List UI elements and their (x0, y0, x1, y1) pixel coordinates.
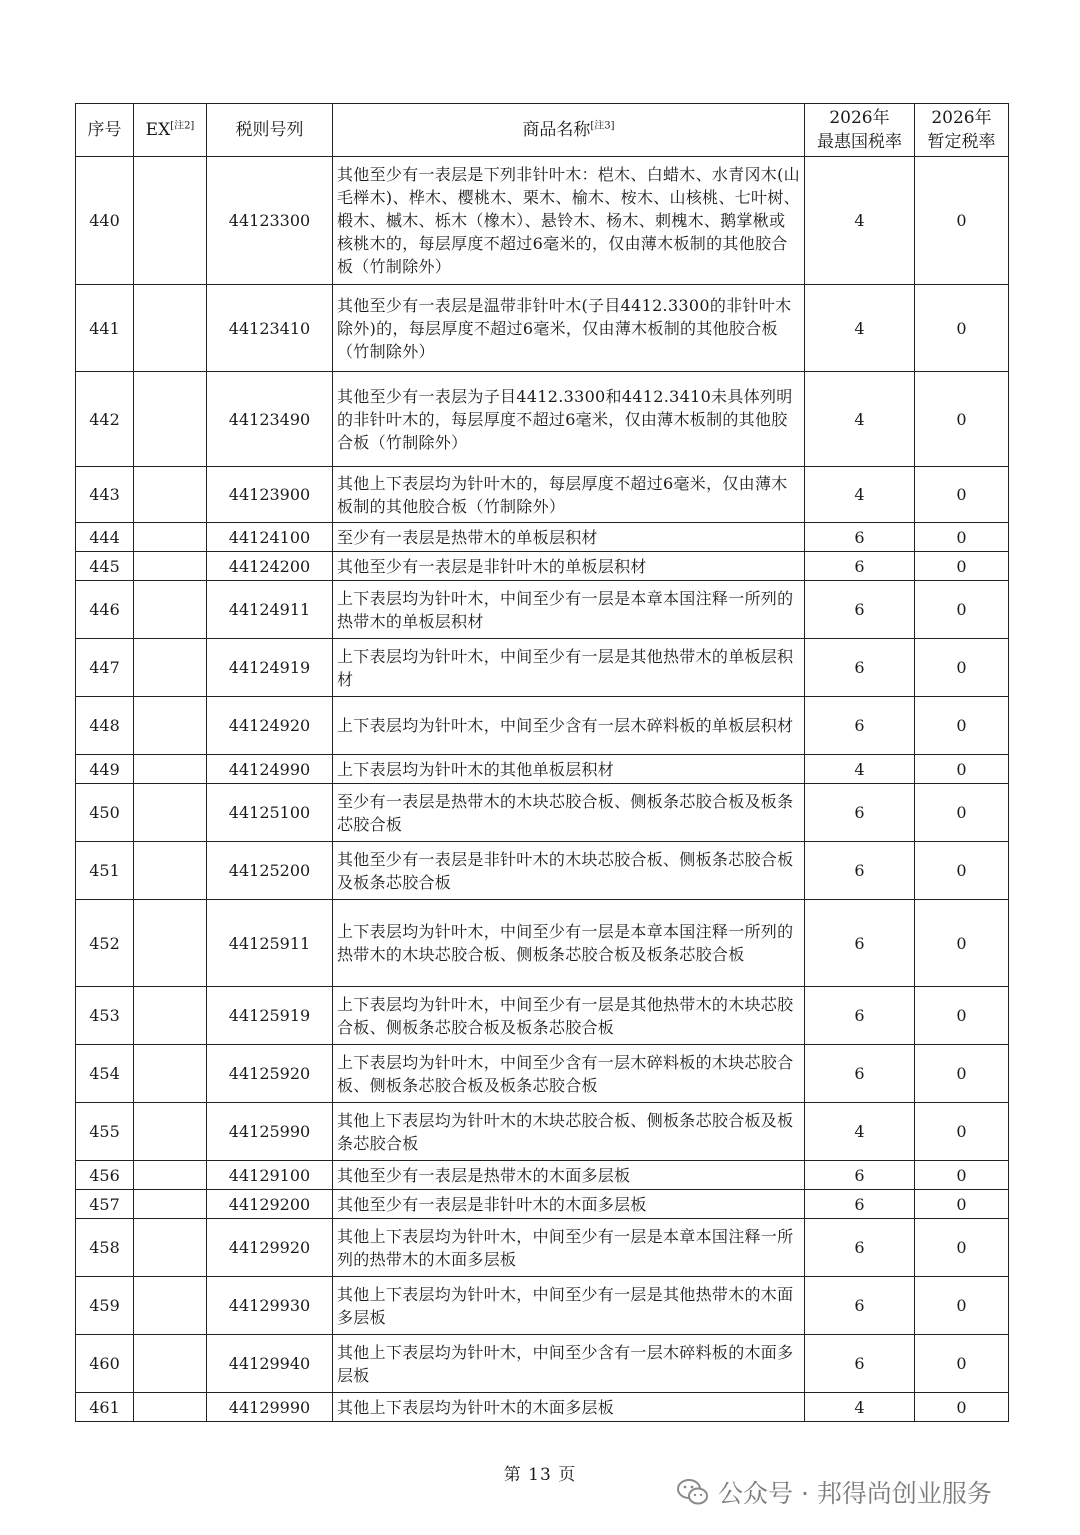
cell-seq: 456 (76, 1161, 134, 1190)
cell-seq: 460 (76, 1335, 134, 1393)
table-row (76, 697, 1009, 755)
cell-mfn-rate: 4 (805, 157, 915, 285)
header-ex-note: [注2] (170, 120, 195, 132)
header-seq: 序号 (76, 104, 134, 157)
cell-provisional-rate: 0 (915, 1190, 1009, 1219)
cell-name: 其他上下表层均为针叶木的木块芯胶合板、侧板条芯胶合板及板条芯胶合板 (333, 1103, 805, 1161)
cell-mfn-rate: 6 (805, 639, 915, 697)
table-row (76, 755, 1009, 784)
header-ex: EX[注2] (134, 104, 207, 157)
table-row (76, 639, 1009, 697)
cell-name: 至少有一表层是热带木的单板层积材 (333, 523, 805, 552)
cell-ex (134, 1161, 207, 1190)
cell-provisional-rate: 0 (915, 1103, 1009, 1161)
cell-mfn-rate: 6 (805, 1335, 915, 1393)
cell-code: 44125920 (207, 1045, 333, 1103)
table-row (76, 987, 1009, 1045)
cell-ex (134, 900, 207, 987)
cell-provisional-rate: 0 (915, 372, 1009, 467)
cell-mfn-rate: 6 (805, 552, 915, 581)
cell-provisional-rate: 0 (915, 900, 1009, 987)
cell-provisional-rate: 0 (915, 1393, 1009, 1422)
cell-code: 44125911 (207, 900, 333, 987)
table-header-row (76, 104, 1009, 157)
cell-code: 44124911 (207, 581, 333, 639)
cell-name: 上下表层均为针叶木，中间至少有一层是本章本国注释一所列的热带木的单板层积材 (333, 581, 805, 639)
cell-provisional-rate: 0 (915, 552, 1009, 581)
cell-mfn-rate: 6 (805, 523, 915, 552)
table-row (76, 900, 1009, 987)
header-mfn-rate: 2026年 最惠国税率 (805, 104, 915, 157)
table-row (76, 784, 1009, 842)
cell-code: 44124100 (207, 523, 333, 552)
table-row (76, 581, 1009, 639)
cell-seq: 454 (76, 1045, 134, 1103)
page-number: 第 13 页 (503, 1465, 577, 1485)
cell-mfn-rate: 4 (805, 755, 915, 784)
cell-name: 至少有一表层是热带木的木块芯胶合板、侧板条芯胶合板及板条芯胶合板 (333, 784, 805, 842)
cell-code: 44129920 (207, 1219, 333, 1277)
cell-ex (134, 157, 207, 285)
cell-seq: 450 (76, 784, 134, 842)
cell-ex (134, 755, 207, 784)
cell-seq: 445 (76, 552, 134, 581)
wechat-icon (676, 1478, 710, 1506)
table-row (76, 552, 1009, 581)
cell-mfn-rate: 6 (805, 581, 915, 639)
header-provisional-rate: 2026年 暂定税率 (915, 104, 1009, 157)
cell-seq: 442 (76, 372, 134, 467)
cell-code: 44123300 (207, 157, 333, 285)
cell-provisional-rate: 0 (915, 523, 1009, 552)
cell-code: 44123490 (207, 372, 333, 467)
cell-name: 其他上下表层均为针叶木的木面多层板 (333, 1393, 805, 1422)
table-row (76, 1045, 1009, 1103)
cell-seq: 459 (76, 1277, 134, 1335)
cell-mfn-rate: 6 (805, 1190, 915, 1219)
cell-ex (134, 697, 207, 755)
cell-ex (134, 581, 207, 639)
cell-name: 其他至少有一表层是非针叶木的木块芯胶合板、侧板条芯胶合板及板条芯胶合板 (333, 842, 805, 900)
cell-mfn-rate: 6 (805, 900, 915, 987)
cell-code: 44125100 (207, 784, 333, 842)
cell-code: 44123900 (207, 467, 333, 523)
cell-seq: 455 (76, 1103, 134, 1161)
cell-name: 上下表层均为针叶木，中间至少含有一层木碎料板的木块芯胶合板、侧板条芯胶合板及板条芯胶合板 (333, 1045, 805, 1103)
table-row (76, 1219, 1009, 1277)
cell-ex (134, 1219, 207, 1277)
cell-provisional-rate: 0 (915, 157, 1009, 285)
cell-name: 其他至少有一表层是非针叶木的单板层积材 (333, 552, 805, 581)
cell-seq: 447 (76, 639, 134, 697)
cell-ex (134, 523, 207, 552)
table-row (76, 1393, 1009, 1422)
cell-name: 其他上下表层均为针叶木，中间至少含有一层木碎料板的木面多层板 (333, 1335, 805, 1393)
cell-name: 其他至少有一表层是热带木的木面多层板 (333, 1161, 805, 1190)
cell-seq: 451 (76, 842, 134, 900)
cell-name: 上下表层均为针叶木的其他单板层积材 (333, 755, 805, 784)
cell-seq: 453 (76, 987, 134, 1045)
cell-name: 上下表层均为针叶木，中间至少有一层是本章本国注释一所列的热带木的木块芯胶合板、侧板条芯胶合板及板条芯胶合板 (333, 900, 805, 987)
cell-provisional-rate: 0 (915, 987, 1009, 1045)
cell-code: 44124919 (207, 639, 333, 697)
table-row (76, 1190, 1009, 1219)
table-row (76, 1277, 1009, 1335)
watermark-text: 公众号 · 邦得尚创业服务 (718, 1479, 992, 1508)
cell-name: 上下表层均为针叶木，中间至少有一层是其他热带木的木块芯胶合板、侧板条芯胶合板及板条芯胶合板 (333, 987, 805, 1045)
cell-mfn-rate: 6 (805, 987, 915, 1045)
header-name-note: [注3] (590, 120, 615, 132)
cell-code: 44129930 (207, 1277, 333, 1335)
cell-seq: 444 (76, 523, 134, 552)
cell-code: 44124200 (207, 552, 333, 581)
cell-code: 44125919 (207, 987, 333, 1045)
table-row (76, 1335, 1009, 1393)
cell-provisional-rate: 0 (915, 639, 1009, 697)
cell-ex (134, 1393, 207, 1422)
watermark (676, 1474, 1056, 1510)
cell-code: 44129200 (207, 1190, 333, 1219)
header-code: 税则号列 (207, 104, 333, 157)
cell-code: 44129100 (207, 1161, 333, 1190)
cell-name: 其他上下表层均为针叶木，中间至少有一层是本章本国注释一所列的热带木的木面多层板 (333, 1219, 805, 1277)
cell-code: 44125200 (207, 842, 333, 900)
cell-seq: 443 (76, 467, 134, 523)
cell-provisional-rate: 0 (915, 1161, 1009, 1190)
cell-mfn-rate: 6 (805, 784, 915, 842)
cell-mfn-rate: 6 (805, 1045, 915, 1103)
cell-provisional-rate: 0 (915, 1277, 1009, 1335)
cell-seq: 446 (76, 581, 134, 639)
cell-seq: 440 (76, 157, 134, 285)
cell-code: 44125990 (207, 1103, 333, 1161)
cell-provisional-rate: 0 (915, 697, 1009, 755)
cell-seq: 458 (76, 1219, 134, 1277)
cell-provisional-rate: 0 (915, 581, 1009, 639)
cell-seq: 461 (76, 1393, 134, 1422)
cell-name: 其他至少有一表层是下列非针叶木：桤木、白蜡木、水青冈木(山毛榉木)、桦木、樱桃木、栗木、榆木、桉木、山核桃、七叶树、椴木、槭木、栎木（橡木）、悬铃木、杨木、刺槐木、鹅掌楸或核桃木的，每层厚度不超过6毫米的，仅由薄木板制的其他胶合板（竹制除外） (333, 157, 805, 285)
cell-name: 其他上下表层均为针叶木的，每层厚度不超过6毫米，仅由薄木板制的其他胶合板（竹制除外） (333, 467, 805, 523)
cell-ex (134, 987, 207, 1045)
cell-mfn-rate: 4 (805, 467, 915, 523)
cell-ex (134, 784, 207, 842)
cell-seq: 448 (76, 697, 134, 755)
cell-provisional-rate: 0 (915, 784, 1009, 842)
cell-ex (134, 285, 207, 372)
cell-provisional-rate: 0 (915, 755, 1009, 784)
cell-ex (134, 467, 207, 523)
cell-provisional-rate: 0 (915, 1335, 1009, 1393)
table-row (76, 842, 1009, 900)
table-row (76, 1161, 1009, 1190)
cell-ex (134, 1277, 207, 1335)
cell-code: 44129940 (207, 1335, 333, 1393)
table-row (76, 467, 1009, 523)
cell-provisional-rate: 0 (915, 842, 1009, 900)
cell-provisional-rate: 0 (915, 1045, 1009, 1103)
tariff-table (75, 103, 1009, 1422)
cell-ex (134, 552, 207, 581)
cell-seq: 457 (76, 1190, 134, 1219)
cell-name: 其他至少有一表层为子目4412.3300和4412.3410未具体列明的非针叶木的，每层厚度不超过6毫米，仅由薄木板制的其他胶合板（竹制除外） (333, 372, 805, 467)
cell-name: 其他至少有一表层是温带非针叶木(子目4412.3300的非针叶木除外)的，每层厚度不超过6毫米，仅由薄木板制的其他胶合板（竹制除外） (333, 285, 805, 372)
cell-mfn-rate: 6 (805, 1219, 915, 1277)
cell-code: 44124990 (207, 755, 333, 784)
table-row (76, 1103, 1009, 1161)
cell-mfn-rate: 4 (805, 1393, 915, 1422)
cell-ex (134, 1045, 207, 1103)
cell-code: 44124920 (207, 697, 333, 755)
cell-mfn-rate: 4 (805, 285, 915, 372)
cell-mfn-rate: 4 (805, 372, 915, 467)
cell-ex (134, 639, 207, 697)
cell-mfn-rate: 6 (805, 1277, 915, 1335)
cell-seq: 441 (76, 285, 134, 372)
table-row (76, 285, 1009, 372)
cell-mfn-rate: 6 (805, 1161, 915, 1190)
cell-name: 上下表层均为针叶木，中间至少含有一层木碎料板的单板层积材 (333, 697, 805, 755)
cell-ex (134, 372, 207, 467)
cell-ex (134, 1103, 207, 1161)
table-row (76, 372, 1009, 467)
cell-name: 其他上下表层均为针叶木，中间至少有一层是其他热带木的木面多层板 (333, 1277, 805, 1335)
cell-ex (134, 842, 207, 900)
cell-provisional-rate: 0 (915, 1219, 1009, 1277)
cell-name: 其他至少有一表层是非针叶木的木面多层板 (333, 1190, 805, 1219)
cell-provisional-rate: 0 (915, 285, 1009, 372)
table-row (76, 157, 1009, 285)
cell-ex (134, 1190, 207, 1219)
cell-ex (134, 1335, 207, 1393)
cell-mfn-rate: 6 (805, 842, 915, 900)
cell-mfn-rate: 6 (805, 697, 915, 755)
cell-code: 44129990 (207, 1393, 333, 1422)
header-name: 商品名称[注3] (333, 104, 805, 157)
cell-mfn-rate: 4 (805, 1103, 915, 1161)
cell-name: 上下表层均为针叶木，中间至少有一层是其他热带木的单板层积材 (333, 639, 805, 697)
table-row (76, 523, 1009, 552)
cell-provisional-rate: 0 (915, 467, 1009, 523)
cell-code: 44123410 (207, 285, 333, 372)
cell-seq: 452 (76, 900, 134, 987)
cell-seq: 449 (76, 755, 134, 784)
